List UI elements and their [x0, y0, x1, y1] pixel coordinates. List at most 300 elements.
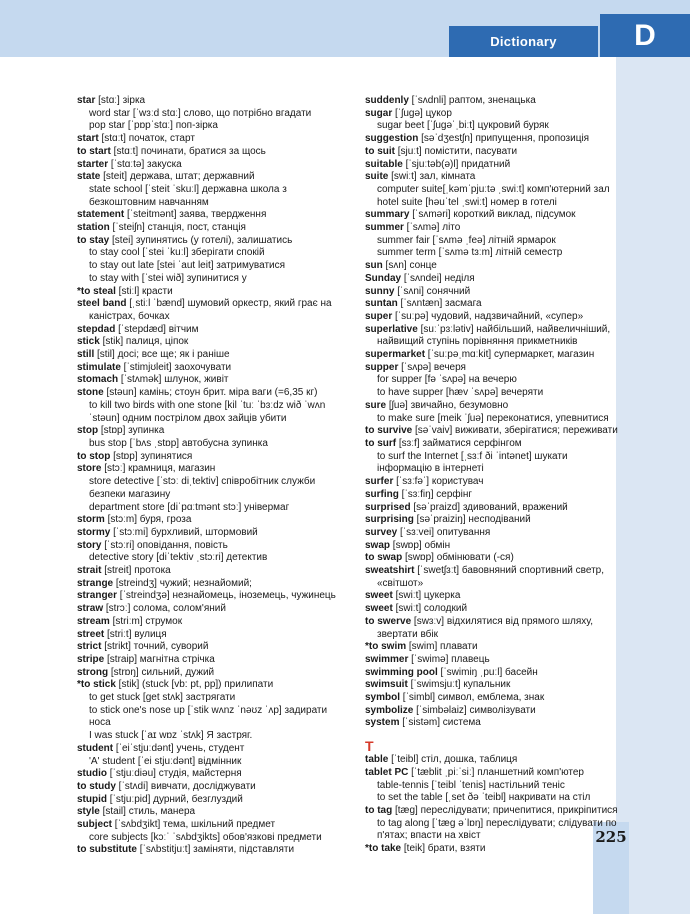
- dictionary-entry: [365, 425, 630, 438]
- entry-definition: 'A' student [ˈei stjuːdənt] відмінник: [89, 755, 242, 767]
- dictionary-entry: [365, 463, 630, 476]
- page-number: 225: [595, 828, 627, 846]
- dictionary-entry: [365, 514, 630, 527]
- entry-headword: symbol: [365, 692, 401, 704]
- entry-definition: summer fair [ˈsʌmə ˌfeə] літній ярмарок: [377, 234, 556, 246]
- dictionary-entry: [77, 95, 342, 108]
- entry-definition: to stay out late [stei ˈaut leit] затримуватися: [89, 260, 286, 272]
- entry-headword: surfer: [365, 476, 394, 488]
- entry-definition: [stei] зупинятись (у готелі), залишатись: [109, 234, 293, 246]
- entry-definition: [ˈswimsjuːt] купальник: [407, 679, 511, 691]
- dictionary-entry: [365, 527, 630, 540]
- entry-headword: strait: [77, 565, 102, 577]
- section-tab: Dictionary: [449, 26, 598, 57]
- entry-definition: [səˈvaiv] виживати, зберігатися; переживати: [412, 425, 618, 437]
- dictionary-entry: [365, 209, 630, 222]
- entry-headword: stomach: [77, 374, 119, 386]
- entry-headword: strong: [77, 666, 109, 678]
- dictionary-entry: [365, 667, 630, 680]
- entry-headword: story: [77, 539, 102, 551]
- entry-definition: [ˈsuːpəˌmɑːkit] супермаркет, магазин: [425, 349, 595, 361]
- dictionary-entry: [365, 679, 630, 692]
- entry-definition: [səˈdʒestʃn] припущення, пропозиція: [418, 133, 590, 145]
- dictionary-entry: [77, 844, 342, 857]
- dictionary-entry: [365, 260, 630, 273]
- entry-headword: style: [77, 806, 100, 818]
- dictionary-entry: [365, 629, 630, 642]
- entry-definition: to get stuck [get stʌk] застрягати: [89, 692, 236, 704]
- dictionary-entry: [365, 197, 630, 210]
- entry-headword: swimming pool: [365, 666, 438, 678]
- dictionary-entry: [365, 184, 630, 197]
- dictionary-entry: [77, 349, 342, 362]
- entry-definition: звертати вбік: [377, 628, 438, 640]
- dictionary-entry: [365, 362, 630, 375]
- right-column: [365, 95, 630, 856]
- entry-definition: summer term [ˈsʌmə tɜːm] літній семестр: [377, 247, 563, 259]
- entry-definition: [ˈsimbl] символ, емблема, знак: [400, 692, 545, 704]
- entry-definition: core subjects [kɔːˈ ˈsʌbdʒikts] обов'язкові предмети: [89, 831, 322, 843]
- dictionary-entry: [77, 222, 342, 235]
- entry-headword: swimsuit: [365, 679, 408, 691]
- dictionary-entry: [365, 336, 630, 349]
- dictionary-entry: [365, 717, 630, 730]
- dictionary-entry: [365, 578, 630, 591]
- dictionary-entry: [365, 476, 630, 489]
- dictionary-entry: [77, 120, 342, 133]
- entry-definition: bus stop [ˈbʌs ˌstɒp] автобусна зупинка: [89, 437, 268, 449]
- entry-headword: straw: [77, 603, 104, 615]
- dictionary-entry: [77, 603, 342, 616]
- entry-definition: [tæg] переслідувати; причепитися, прикріпитися: [392, 804, 618, 816]
- entry-definition: [stɑːt] початок, старт: [98, 133, 195, 145]
- entry-definition: [ˈstʌdi] вивчати, досліджувати: [115, 780, 256, 792]
- dictionary-entry: [77, 679, 342, 692]
- entry-definition: [ˈstepdæd] вітчим: [115, 323, 199, 335]
- entry-headword: suitable: [365, 158, 403, 170]
- dictionary-entry: [77, 286, 342, 299]
- entry-definition: безкоштовним навчанням: [89, 196, 209, 208]
- dictionary-entry: [77, 171, 342, 184]
- entry-headword: to stop: [77, 450, 111, 462]
- entry-headword: to start: [77, 145, 111, 157]
- entry-definition: [straip] магнітна стрічка: [104, 653, 215, 665]
- entry-headword: tablet PC: [365, 766, 409, 778]
- dictionary-entry: [365, 120, 630, 133]
- entry-definition: [ʃuə] звичайно, безумовно: [386, 399, 509, 411]
- dictionary-entry: [77, 362, 342, 375]
- dictionary-entry: [365, 780, 630, 793]
- dictionary-entry: [365, 286, 630, 299]
- entry-definition: computer suite[ˌkəmˈpjuːtə ˌswiːt] комп'ютерний зал: [377, 183, 610, 195]
- dictionary-entry: [365, 616, 630, 629]
- dictionary-entry: [77, 311, 342, 324]
- entry-headword: surprising: [365, 514, 414, 526]
- dictionary-entry: [77, 247, 342, 260]
- dictionary-entry: [77, 400, 342, 413]
- dictionary-entry: [365, 603, 630, 616]
- entry-headword: to survive: [365, 425, 413, 437]
- entry-definition: [ˈstjuːdiəu] студія, майстерня: [107, 768, 242, 780]
- entry-definition: I was stuck [ˈaɪ wɒz ˈstʌk] Я застряг.: [89, 730, 253, 742]
- entry-headword: system: [365, 717, 400, 729]
- entry-definition: [stil] досі; все ще; як і раніше: [94, 349, 230, 361]
- entry-definition: [ˈsimbəlaiz] символізувати: [413, 704, 536, 716]
- entry-definition: [swɒp] обмін: [390, 539, 451, 551]
- entry-headword: store: [77, 463, 102, 475]
- dictionary-entry: [365, 108, 630, 121]
- entry-definition: [ˈsʌntæn] засмага: [397, 298, 482, 310]
- entry-headword: sure: [365, 399, 387, 411]
- entry-headword: stepdad: [77, 323, 116, 335]
- dictionary-entry: [77, 159, 342, 172]
- entry-definition: п'ятах; впасти на хвіст: [377, 830, 481, 842]
- entry-headword: super: [365, 310, 393, 322]
- entry-headword: stone: [77, 387, 104, 399]
- entry-definition: [ˈsʌpə] вечеря: [398, 361, 466, 373]
- entry-definition: to stay with [ˈstei wið] зупинитися у: [89, 272, 247, 284]
- entry-definition: store detective [ˈstɔː diˌtektiv] співробітник служби: [89, 476, 316, 488]
- entry-definition: department store [diˈpɑːtmənt stɔː] універмаг: [89, 501, 290, 513]
- entry-definition: [sɜːf] займатися серфінгом: [396, 437, 522, 449]
- entry-definition: [ˈsjuːtəb(ə)l] придатний: [402, 158, 511, 170]
- dictionary-entry: [77, 629, 342, 642]
- entry-definition: [ˈstɔːmi] бурхливий, штормовий: [110, 526, 258, 538]
- entry-headword: superlative: [365, 323, 418, 335]
- dictionary-entry: [77, 819, 342, 832]
- entry-definition: [ˈsʌndei] неділя: [401, 272, 475, 284]
- entry-headword: stormy: [77, 526, 111, 538]
- entry-definition: [swiːt] цукерка: [392, 590, 461, 602]
- entry-headword: stream: [77, 615, 110, 627]
- entry-headword: storm: [77, 514, 105, 526]
- dictionary-entry: [365, 654, 630, 667]
- entry-headword: to swerve: [365, 615, 412, 627]
- dictionary-entry: [77, 743, 342, 756]
- entry-headword: supper: [365, 361, 399, 373]
- entry-definition: [ˈswimə] плавець: [408, 653, 490, 665]
- entry-definition: [steit] держава, штат; державний: [100, 171, 255, 183]
- entry-definition: інформацію в інтернеті: [377, 463, 484, 475]
- entry-definition: [ˈsɜːvei] опитування: [397, 526, 491, 538]
- dictionary-entry: [77, 768, 342, 781]
- entry-definition: [swim] плавати: [406, 641, 478, 653]
- entry-definition: [stɔː] крамниця, магазин: [101, 463, 216, 475]
- entry-headword: suggestion: [365, 133, 419, 145]
- entry-definition: table-tennis [ˈteibl ˈtenis] настільний теніс: [377, 779, 565, 791]
- entry-definition: to stay cool [ˈstei ˈkuːl] зберігати спокій: [89, 247, 265, 259]
- entry-definition: [swiːt] зал, кімната: [388, 171, 476, 183]
- entry-headword: to tag: [365, 804, 393, 816]
- dictionary-entry: [77, 209, 342, 222]
- dictionary-entry: [365, 247, 630, 260]
- dictionary-entry: [77, 413, 342, 426]
- entry-headword: swap: [365, 539, 391, 551]
- entry-definition: [strikt] точний, суворий: [101, 641, 209, 653]
- dictionary-entry: [365, 311, 630, 324]
- entry-headword: still: [77, 349, 95, 361]
- dictionary-entry: [77, 552, 342, 565]
- dictionary-entry: [77, 565, 342, 578]
- entry-definition: найвищий ступінь порівняння прикметників: [377, 336, 578, 348]
- dictionary-entry: [77, 336, 342, 349]
- dictionary-entry: [365, 502, 630, 515]
- entry-definition: [suːˈpɜːlətiv] найбільший, найвеличніший,: [417, 323, 611, 335]
- entry-definition: [ˈstimjʊleit] заохочувати: [120, 361, 232, 373]
- entry-headword: station: [77, 222, 110, 234]
- entry-definition: безпеки магазину: [89, 488, 171, 500]
- entry-definition: [ˈsʌbstitjuːt] заміняти, підставляти: [137, 844, 295, 856]
- entry-headword: statement: [77, 209, 125, 221]
- dictionary-entry: [77, 654, 342, 667]
- entry-headword: to swap: [365, 552, 403, 564]
- letter-heading-t: T: [365, 738, 374, 755]
- dictionary-entry: [77, 298, 342, 311]
- entry-definition: [strɒŋ] сильний, дужий: [108, 666, 215, 678]
- dictionary-entry: [365, 489, 630, 502]
- entry-definition: [strɔː] солома, солом'яний: [103, 603, 226, 615]
- dictionary-entry: [77, 108, 342, 121]
- dictionary-entry: [365, 767, 630, 780]
- dictionary-entry: [365, 692, 630, 705]
- dictionary-entry: [77, 781, 342, 794]
- entry-headword: sweet: [365, 603, 393, 615]
- entry-headword: to study: [77, 780, 116, 792]
- entry-definition: state school [ˈsteit ˈskuːl] державна школа з: [89, 183, 287, 195]
- entry-definition: [ˈstɔːri] оповідання, повість: [101, 539, 228, 551]
- entry-headword: sweet: [365, 590, 393, 602]
- dictionary-entry: [365, 818, 630, 831]
- entry-headword: to suit: [365, 145, 395, 157]
- entry-definition: pop star [ˈpɒpˈstɑː] поп-зірка: [89, 120, 218, 132]
- dictionary-entry: [365, 705, 630, 718]
- entry-headword: start: [77, 133, 99, 145]
- entry-headword: surfing: [365, 488, 399, 500]
- dictionary-entry: [77, 540, 342, 553]
- entry-definition: [ˈsteitmənt] заява, твердження: [124, 209, 267, 221]
- dictionary-entry: [77, 235, 342, 248]
- entry-headword: starter: [77, 158, 109, 170]
- entry-headword: surprised: [365, 501, 411, 513]
- entry-headword: studio: [77, 768, 107, 780]
- entry-definition: [sʌn] сонце: [382, 260, 437, 272]
- entry-definition: to kill two birds with one stone [kil ˈtuː ˈbɜːdz wið ˈwʌn: [89, 399, 326, 411]
- dictionary-entry: [77, 387, 342, 400]
- entry-headword: star: [77, 95, 96, 106]
- entry-definition: [stik] палиця, ціпок: [99, 336, 189, 348]
- entry-headword: street: [77, 628, 105, 640]
- entry-definition: [ˈsʌdnli] раптом, зненацька: [408, 95, 536, 106]
- entry-definition: [stɑːt] починати, братися за щось: [110, 145, 266, 157]
- entry-headword: sun: [365, 260, 383, 272]
- entry-headword: *to steal: [77, 285, 116, 297]
- entry-definition: «світшот»: [377, 577, 424, 589]
- dictionary-entry: [365, 843, 630, 856]
- entry-definition: [ˈsuːpə] чудовий, надзвичайний, «супер»: [392, 310, 584, 322]
- entry-headword: to substitute: [77, 844, 137, 856]
- entry-definition: detective story [diˈtektiv ˌstɔːri] детектив: [89, 552, 268, 564]
- entry-definition: [stail] стиль, манера: [99, 806, 196, 818]
- entry-headword: student: [77, 742, 114, 754]
- dictionary-entry: [365, 451, 630, 464]
- dictionary-entry: [77, 514, 342, 527]
- entry-headword: steel band: [77, 298, 127, 310]
- entry-definition: [ˈsistəm] система: [399, 717, 481, 729]
- dictionary-entry: [365, 413, 630, 426]
- dictionary-entry: [77, 616, 342, 629]
- entry-definition: [sjuːt] помістити, пасувати: [395, 145, 518, 157]
- entry-definition: [stɒp] зупинятися: [110, 450, 193, 462]
- entry-headword: *to stick: [77, 679, 116, 691]
- dictionary-entry: [77, 438, 342, 451]
- entry-headword: stimulate: [77, 361, 121, 373]
- dictionary-entry: [365, 324, 630, 337]
- entry-headword: supermarket: [365, 349, 426, 361]
- entry-headword: stripe: [77, 653, 105, 665]
- entry-headword: swimmer: [365, 653, 409, 665]
- entry-headword: sweatshirt: [365, 565, 415, 577]
- entry-definition: [striːt] вулиця: [104, 628, 167, 640]
- dictionary-entry: [77, 590, 342, 603]
- dictionary-entry: [77, 324, 342, 337]
- entry-headword: survey: [365, 526, 398, 538]
- entry-headword: sunny: [365, 285, 395, 297]
- dictionary-entry: [77, 260, 342, 273]
- entry-definition: [stəun] камінь; стоун брит. міра ваги (=6,35 кг): [103, 387, 318, 399]
- entry-definition: [ˈsʌni] сонячний: [394, 285, 471, 297]
- entry-definition: каністрах, бочках: [89, 310, 170, 322]
- entry-definition: word star [ˈwɜːd stɑː] слово, що потрібно вгадати: [89, 107, 312, 119]
- dictionary-entry: [77, 578, 342, 591]
- dictionary-entry: [77, 184, 342, 197]
- dictionary-entry: [77, 794, 342, 807]
- dictionary-entry: [365, 438, 630, 451]
- dictionary-entry: [77, 489, 342, 502]
- entry-definition: [swɒp] обмінювати (-ся): [402, 552, 514, 564]
- dictionary-entry: [365, 540, 630, 553]
- entry-definition: [ˈsɜːfəˈ] користувач: [393, 476, 484, 488]
- dictionary-entry: [77, 451, 342, 464]
- entry-headword: strange: [77, 577, 114, 589]
- dictionary-entry: [77, 692, 342, 705]
- entry-definition: to tag along [ˈtæg əˈlɒŋ] переслідувати; слідувати по: [377, 817, 617, 829]
- entry-headword: state: [77, 171, 101, 183]
- dictionary-entry: [77, 133, 342, 146]
- dictionary-entry: [77, 527, 342, 540]
- entry-definition: [ˈsʌmə] літо: [403, 222, 461, 234]
- entry-headword: to surf: [365, 437, 397, 449]
- entry-headword: stranger: [77, 590, 118, 602]
- entry-headword: Sunday: [365, 272, 402, 284]
- entry-definition: [stik] (stuck [vb: pt, pp]) прилипати: [115, 679, 274, 691]
- entry-definition: to have supper [hæv ˈsʌpə] вечеряти: [377, 387, 544, 399]
- entry-definition: sugar beet [ˈʃugəˈˌbiːt] цукровий буряк: [377, 120, 549, 132]
- entry-definition: to set the table [ˌset ðə ˈteibl] накривати на стіл: [377, 792, 591, 804]
- entry-definition: [ˈstreindʒə] незнайомець, іноземець, чужинець: [117, 590, 336, 602]
- entry-definition: [swɜːv] відхилятися від прямого шляху,: [411, 615, 594, 627]
- letter-tab: D: [600, 14, 690, 57]
- entry-definition: [ˈsʌməri] короткий виклад, підсумок: [409, 209, 576, 221]
- dictionary-entry: [365, 400, 630, 413]
- entry-headword: *to swim: [365, 641, 407, 653]
- entry-headword: stop: [77, 425, 99, 437]
- entry-definition: [stɒp] зупинка: [98, 425, 165, 437]
- entry-headword: suite: [365, 171, 389, 183]
- entry-headword: *to take: [365, 843, 402, 855]
- entry-definition: [ˈstʌmək] шлунок, живіт: [118, 374, 229, 386]
- dictionary-entry: [77, 476, 342, 489]
- entry-headword: stick: [77, 336, 100, 348]
- entry-headword: sugar: [365, 107, 393, 119]
- entry-definition: to stick one's nose up [ˈstik wʌnz ˈnəʊz ˈʌp] задирати: [89, 704, 328, 716]
- entry-headword: subject: [77, 819, 113, 831]
- entry-definition: [səˈpraiziŋ] несподіваний: [413, 514, 531, 526]
- entry-definition: [ˈstɑːtə] закуска: [108, 158, 182, 170]
- entry-definition: [ˈsʌbdʒikt] тема, шкільний предмет: [112, 819, 276, 831]
- dictionary-entry: [77, 425, 342, 438]
- dictionary-entry: [77, 197, 342, 210]
- entry-headword: summer: [365, 222, 404, 234]
- dictionary-entry: [365, 830, 630, 843]
- dictionary-entry: [77, 374, 342, 387]
- entry-headword: suddenly: [365, 95, 409, 106]
- dictionary-entry: [77, 705, 342, 718]
- entry-headword: symbolize: [365, 704, 414, 716]
- dictionary-entry: [365, 273, 630, 286]
- dictionary-entry: [365, 171, 630, 184]
- dictionary-entry: [365, 805, 630, 818]
- entry-definition: [ˈeiˈstjuːdənt] учень, студент: [113, 742, 245, 754]
- entry-definition: [ˈswimiŋ ˌpuːl] басейн: [437, 666, 538, 678]
- dictionary-entry: [77, 146, 342, 159]
- dictionary-entry: [77, 667, 342, 680]
- dictionary-entry: [365, 641, 630, 654]
- entry-definition: [ˈteibl] стіл, дошка, таблиця: [388, 754, 518, 766]
- dictionary-entry: [365, 552, 630, 565]
- dictionary-entry: [77, 273, 342, 286]
- dictionary-entry: [365, 387, 630, 400]
- dictionary-entry: [77, 730, 342, 743]
- entry-definition: [ˌstiːl ˈbænd] шумовий оркестр, який грає на: [126, 298, 332, 310]
- entry-definition: [səˈpraizd] здивований, вражений: [410, 501, 568, 513]
- dictionary-entry: [77, 463, 342, 476]
- dictionary-entry: [365, 235, 630, 248]
- dictionary-entry: [365, 133, 630, 146]
- dictionary-entry: [77, 641, 342, 654]
- entry-definition: [striːm] струмок: [109, 615, 183, 627]
- entry-headword: summary: [365, 209, 410, 221]
- entry-definition: [ˈtæblit ˌpiːˈsiː] планшетний комп'ютер: [408, 766, 584, 778]
- entry-definition: [stɑː] зірка: [95, 95, 146, 106]
- dictionary-entry: [365, 754, 630, 767]
- entry-definition: [ˈswetʃɜːt] бавовняний спортивний светр,: [414, 565, 604, 577]
- entry-definition: [ˈʃugə] цукор: [392, 107, 452, 119]
- entry-definition: [ˈsɜːfiŋ] серфінг: [398, 488, 473, 500]
- entry-definition: [teik] брати, взяти: [401, 843, 486, 855]
- entry-definition: for supper [fə ˈsʌpə] на вечерю: [377, 374, 517, 386]
- dictionary-entry: [365, 590, 630, 603]
- dictionary-entry: [77, 832, 342, 845]
- dictionary-entry: [77, 756, 342, 769]
- entry-definition: hotel suite [həuˈtel ˌswiːt] номер в готелі: [377, 196, 557, 208]
- dictionary-entry: [365, 159, 630, 172]
- dictionary-entry: [365, 95, 630, 108]
- entry-definition: [streit] протока: [101, 565, 171, 577]
- dictionary-entry: [77, 806, 342, 819]
- dictionary-entry: [365, 792, 630, 805]
- dictionary-entry: [77, 717, 342, 730]
- dictionary-entry: [77, 502, 342, 515]
